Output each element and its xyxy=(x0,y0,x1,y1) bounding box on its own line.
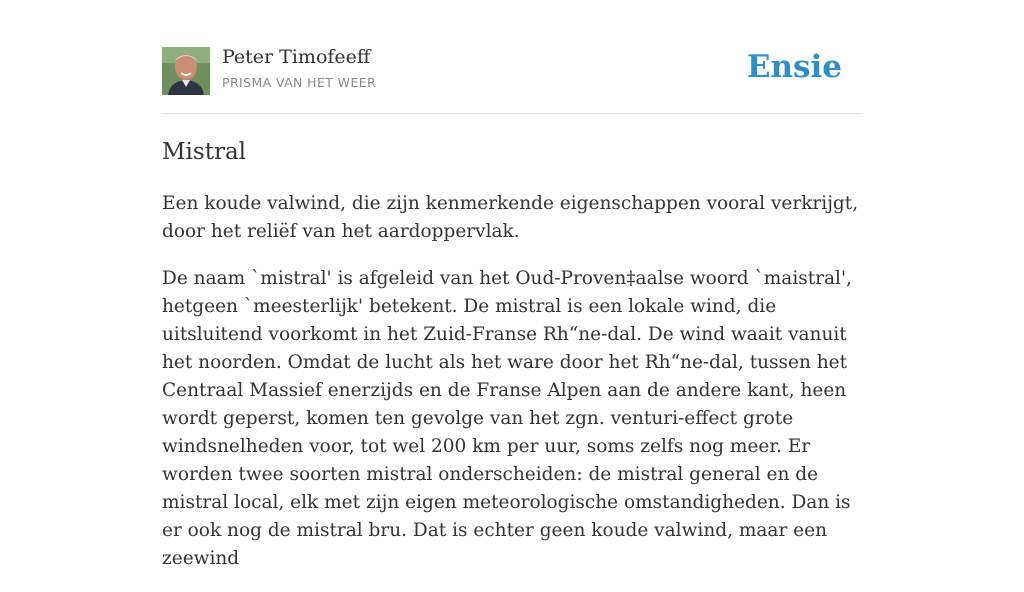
page-container xyxy=(162,0,862,569)
ensie-logo[interactable]: Ensie xyxy=(746,49,842,85)
avatar-photo-icon xyxy=(162,47,210,95)
article-title: Mistral xyxy=(162,139,247,165)
author-avatar[interactable] xyxy=(162,47,210,95)
article-body xyxy=(162,190,862,592)
book-title[interactable]: PRISMA VAN HET WEER xyxy=(222,75,377,90)
header xyxy=(162,0,862,114)
author-name[interactable]: Peter Timofeeff xyxy=(222,46,371,68)
article-paragraph: Een koude valwind, die zijn kenmerkende eigenschappen vooral verkrijgt, door het reliëf van het aardoppervlak. xyxy=(162,193,859,242)
article-paragraph: De naam `mistral' is afgeleid van het Oud-Proven‡aalse woord `maistral', hetgeen `meesterlijk' betekent. De mistral is een lokale wind, die uitsluitend voorkomt in het Zuid-Franse Rh“ne-dal. De wind waait vanuit het noorden. Omdat de lucht als het ware door het Rh“ne-dal, tussen het Centraal Massief enerzijds en de Franse Alpen aan de andere kant, heen wordt geperst, komen ten gevolge van het zgn. venturi-effect grote windsnelheden voor, tot wel 200 km per uur, soms zelfs nog meer. Er worden twee soorten mistral onderscheiden: de mistral general en de mistral local, elk met zijn eigen meteorologische omstandigheden. Dan is er ook nog de mistral bru. Dat is echter geen koude valwind, maar een zeewind xyxy=(162,268,852,569)
